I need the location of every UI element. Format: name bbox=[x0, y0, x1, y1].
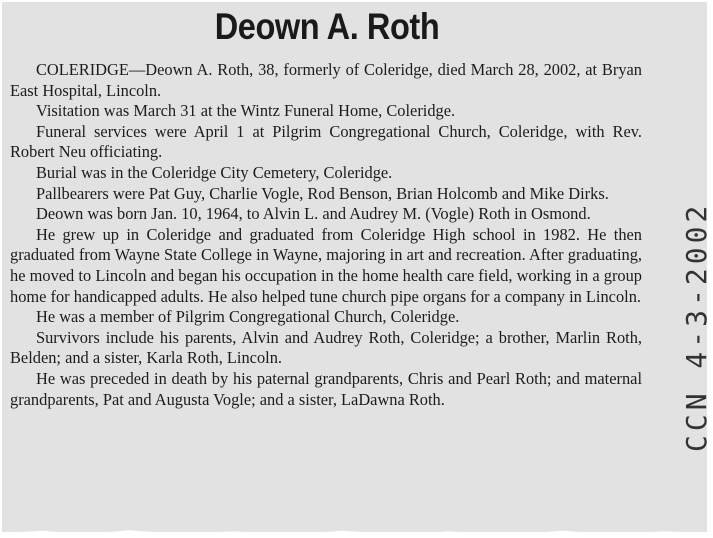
paragraph-funeral-services: Funeral services were April 1 at Pilgrim Congregational Church, Coleridge, with Rev. Robert Neu officiating. bbox=[10, 121, 642, 162]
handwritten-date-note bbox=[640, 192, 713, 452]
obituary-article bbox=[10, 60, 642, 410]
paragraph-burial: Burial was in the Coleridge City Cemetery, Coleridge. bbox=[36, 162, 393, 182]
paragraph-visitation: Visitation was March 31 at the Wintz Funeral Home, Coleridge. bbox=[36, 101, 456, 121]
paragraph-pallbearers: Pallbearers were Pat Guy, Charlie Vogle, Rod Benson, Brian Holcomb and Mike Dirks. bbox=[36, 183, 609, 203]
paragraph-church-membership: He was a member of Pilgrim Congregational Church, Coleridge. bbox=[36, 307, 460, 327]
newspaper-clipping bbox=[2, 2, 713, 532]
paragraph-survivors: Survivors include his parents, Alvin and Audrey Roth, Coleridge; a brother, Marlin Roth, Belden; and a sister, Karla Roth, Lincoln. bbox=[10, 327, 642, 368]
paragraph-death-notice: COLERIDGE—Deown A. Roth, 38, formerly of Coleridge, died March 28, 2002, at Bryan East Hospital, Lincoln. bbox=[10, 60, 642, 100]
handwritten-note-text: CCN 4-3-2002 bbox=[680, 201, 713, 452]
obituary-headline: Deown A. Roth bbox=[214, 6, 440, 47]
paragraph-preceded-in-death: He was preceded in death by his paternal grandparents, Chris and Pearl Roth; and maternal grandparents, Pat and Augusta Vogle; and a sister, LaDawna Roth. bbox=[10, 368, 642, 409]
paragraph-birth: Deown was born Jan. 10, 1964, to Alvin L. and Audrey M. (Vogle) Roth in Osmond. bbox=[36, 204, 591, 224]
paragraph-biography: He grew up in Coleridge and graduated from Coleridge High school in 1982. He then graduated from Wayne State College in Wayne, majoring in art and recreation. After graduating, he moved to Lincoln and began his occupation in the home health care field, working in a group home for handicapped adults. He also helped tune church pipe organs for a company in Lincoln. bbox=[10, 224, 642, 306]
